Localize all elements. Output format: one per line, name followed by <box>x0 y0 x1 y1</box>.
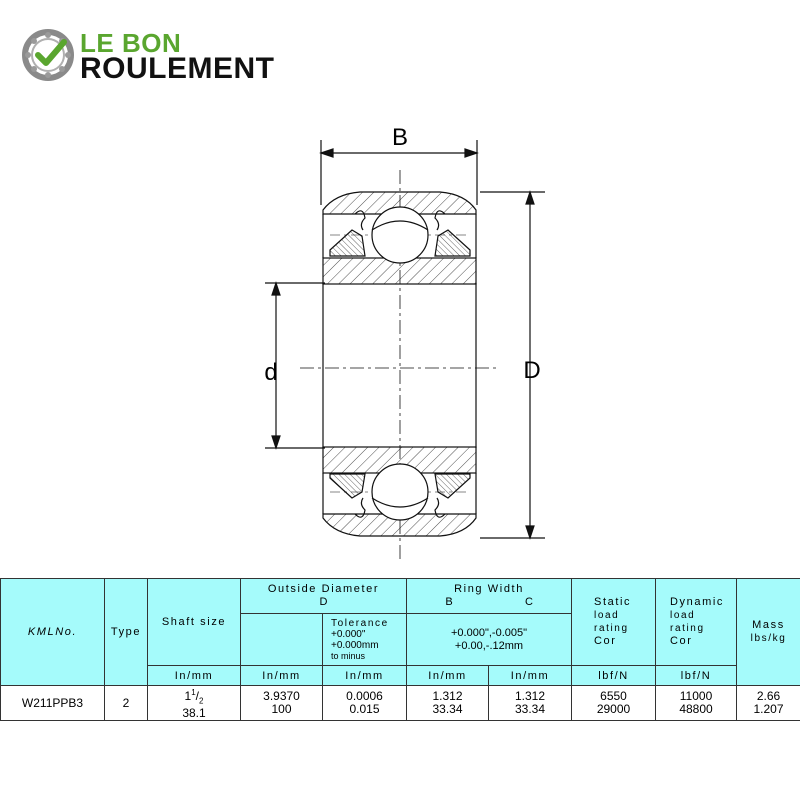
outside-diameter-header: Outside Diameter D <box>241 579 407 614</box>
kml-header: KMLNo. <box>1 579 105 686</box>
mass-header: Mass lbs/kg <box>737 579 800 686</box>
cell-mass: 2.66 1.207 <box>737 686 800 721</box>
cell-dynamic: 11000 48800 <box>656 686 737 721</box>
unit-shaft: In/mm <box>148 666 241 686</box>
logo-line-1: LE BON <box>80 28 182 58</box>
outside-diameter-blank <box>241 614 323 666</box>
dynamic-load-header: Dynamic load rating Cor <box>656 579 737 666</box>
cell-c: 1.312 33.34 <box>489 686 572 721</box>
unit-c: In/mm <box>489 666 572 686</box>
table-row <box>1 686 800 721</box>
cell-od: 3.9370 100 <box>241 686 323 721</box>
dimension-d-small-label: d <box>264 359 278 386</box>
type-header: Type <box>105 579 148 686</box>
static-load-header: Static load rating Cor <box>572 579 656 666</box>
cell-type: 2 <box>105 686 148 721</box>
tolerance-header: Tolerance +0.000" +0.000mm to minus <box>323 614 407 666</box>
unit-static: lbf/N <box>572 666 656 686</box>
cell-b: 1.312 33.34 <box>407 686 489 721</box>
cell-shaft: $1^1/_2$ 38.1 <box>148 686 241 721</box>
bearing-spec-table <box>0 578 800 721</box>
shaft-size-header: Shaft size <box>148 579 241 666</box>
logo-line-2: ROULEMENT <box>80 52 275 85</box>
ring-width-header: Ring Width B C <box>407 579 572 614</box>
cell-kml: W211PPB3 <box>1 686 105 721</box>
ring-tolerance-header: +0.000",-0.005" +0.00,-.12mm <box>407 614 572 666</box>
unit-b: In/mm <box>407 666 489 686</box>
cell-static: 6550 29000 <box>572 686 656 721</box>
unit-tol: In/mm <box>323 666 407 686</box>
dimension-b-label: B <box>391 124 409 151</box>
unit-od: In/mm <box>241 666 323 686</box>
cell-tolerance: 0.0006 0.015 <box>323 686 407 721</box>
unit-dynamic: lbf/N <box>656 666 737 686</box>
dimension-d-large-label: D <box>523 357 541 384</box>
